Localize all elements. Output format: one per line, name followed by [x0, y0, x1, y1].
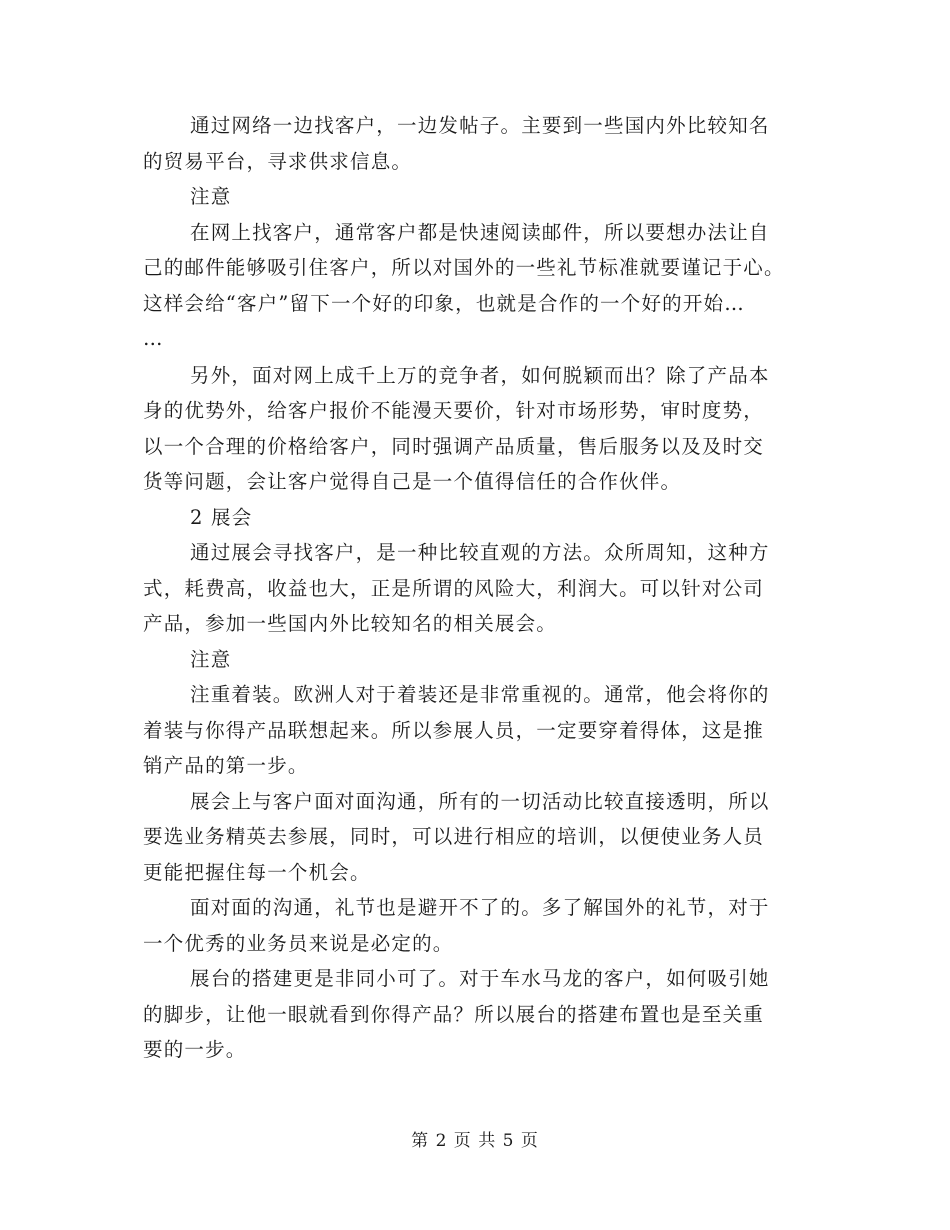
paragraph-line: 式，耗费高，收益也大，正是所谓的风险大，利润大。可以针对公司 [143, 576, 765, 600]
paragraph-line: 注重着装。欧洲人对于着装还是非常重视的。通常，他会将你的 [190, 683, 770, 706]
section-note-heading: 注意 [190, 647, 232, 671]
paragraph-line: 要的一步。 [143, 1038, 247, 1061]
paragraph-line: 面对面的沟通，礼节也是避开不了的。多了解国外的礼节，对于 [190, 896, 770, 919]
paragraph-line: … [143, 327, 164, 350]
paragraph-line: 着装与你得产品联想起来。所以参展人员，一定要穿着得体，这是推 [143, 718, 765, 742]
paragraph-line: 以一个合理的价格给客户，同时强调产品质量，售后服务以及及时交 [143, 434, 765, 458]
paragraph-line: 通过网络一边找客户，一边发帖子。主要到一些国内外比较知名 [190, 114, 770, 137]
paragraph-line: 销产品的第一步。 [143, 754, 309, 777]
paragraph-line: 另外，面对网上成千上万的竞争者，如何脱颖而出？除了产品本 [190, 363, 770, 387]
section-note-heading: 注意 [190, 185, 232, 208]
paragraph-line: 这样会给“客户”留下一个好的印象，也就是合作的一个好的开始… [143, 291, 745, 315]
paragraph-line: 展台的搭建更是非同小可了。对于车水马龙的客户，如何吸引她 [190, 967, 770, 990]
paragraph-line: 身的优势外，给客户报价不能漫天要价，针对市场形势，审时度势， [143, 399, 765, 422]
paragraph-line: 要选业务精英去参展，同时，可以进行相应的培训，以便使业务人员 [143, 825, 765, 848]
paragraph-line: 在网上找客户，通常客户都是快速阅读邮件，所以要想办法让自 [190, 220, 770, 244]
paragraph-line: 的贸易平台，寻求供求信息。 [143, 149, 413, 173]
paragraph-line: 通过展会寻找客户，是一种比较直观的方法。众所周知，这种方 [190, 541, 770, 564]
paragraph-line: 展会上与客户面对面沟通，所有的一切活动比较直接透明，所以 [190, 789, 770, 813]
paragraph-line: 己的邮件能够吸引住客户，所以对国外的一些礼节标准就要谨记于心。 [143, 256, 785, 279]
page-number-footer: 第 2 页 共 5 页 [411, 1131, 539, 1151]
paragraph-line: 产品，参加一些国内外比较知名的相关展会。 [143, 612, 558, 635]
page-body [143, 108, 808, 1068]
paragraph-line: 一个优秀的业务员来说是必定的。 [143, 931, 454, 955]
paragraph-line: 更能把握住每一个机会。 [143, 860, 371, 884]
paragraph-line: 的脚步，让他一眼就看到你得产品？所以展台的搭建布置也是至关重 [143, 1002, 765, 1026]
section-heading: 2 展会 [190, 505, 253, 529]
paragraph-line: 货等问题，会让客户觉得自己是一个值得信任的合作伙伴。 [143, 470, 682, 493]
